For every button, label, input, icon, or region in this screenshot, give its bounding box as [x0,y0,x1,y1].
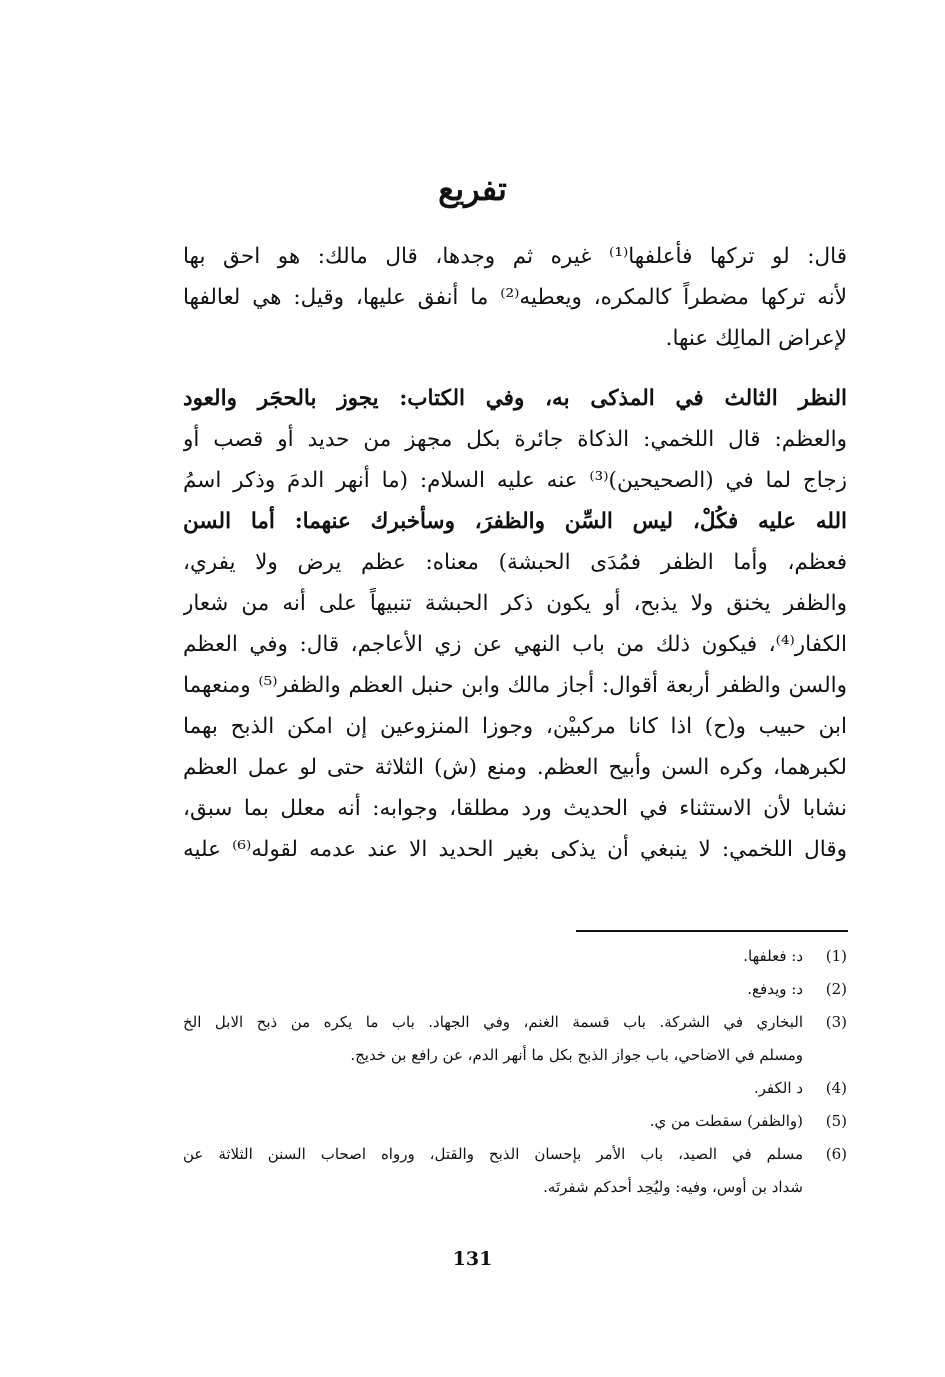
paragraph-1 [183,236,847,359]
text-line: قال: لو تركها فأعلفها⁽¹⁾ غيره ثم وجدها، قال مالك: هو احق بها [183,244,847,269]
text-line: ابن حبيب و(ح) اذا كانا مركبيْن، وجوزا المنزوعين إن امكن الذبح بهما [183,714,847,739]
text-line: نشابا لأن الاستثناء في الحديث ورد مطلقا، وجوابه: أنه معلل بما سبق، [183,796,847,821]
text-line: الله عليه فكُلْ، ليس السِّن والظفرَ، وسأخبرك عنهما: أما السن [183,509,847,534]
footnote-text: ومسلم في الاضاحي، باب جواز الذبح بكل ما أنهر الدم، عن رافع بن خديج. [350,1046,803,1064]
footnote-number: (6) [825,1145,847,1163]
footnote-text: د الكفر. [753,1079,803,1097]
paragraph-2 [183,378,847,870]
footnote [183,1072,847,1105]
text-line: والعظم: قال اللخمي: الذكاة جائرة بكل مجهز من حديد أو قصب أو [183,427,847,452]
footnote-number: (5) [825,1112,847,1130]
page-number: 131 [452,1248,493,1270]
footnote [183,1105,847,1138]
text-line: وقال اللخمي: لا ينبغي أن يذكى بغير الحديد الا عند عدمه لقوله⁽⁶⁾ عليه [183,837,847,862]
text-line: فعظم، وأما الظفر فمُدَى الحبشة) معناه: عظم يرض ولا يفري، [183,550,847,575]
footnote [183,1006,847,1072]
footnote [183,940,847,973]
footnote-text: البخاري في الشركة. باب قسمة الغنم، وفي الجهاد. باب ما يكره من ذبح الابل الخ [183,1013,803,1031]
text-line: والسن والظفر أربعة أقوال: أجاز مالك وابن حنبل العظم والظفر⁽⁵⁾ ومنعهما [183,673,847,698]
footnotes [183,940,847,1204]
text-line: والظفر يخنق ولا يذبح، أو يكون ذكر الحبشة تنبيهاً على أنه من شعار [183,591,847,616]
text-line: لأنه تركها مضطراً كالمكره، ويعطيه⁽²⁾ ما أنفق عليها، وقيل: هي لعالفها [183,285,847,310]
text-line: زجاج لما في (الصحيحين)⁽³⁾ عنه عليه السلام: (ما أنهر الدمَ وذكر اسمُ [183,468,847,493]
text-line: لكبرهما، وكره السن وأبيح العظم. ومنع (ش) الثلاثة حتى لو عمل العظم [183,755,847,780]
text-line: لإعراض المالِك عنها. [665,326,847,351]
footnote-number: (3) [825,1013,847,1031]
footnote-text: شداد بن أوس، وفيه: وليُحِد أحدكم شفرتَه. [543,1178,803,1196]
paragraph-gap [183,359,847,378]
footnote-text: د: فعلفها. [743,947,803,965]
page-title: تفريع [438,170,507,208]
text-line: الكفار⁽⁴⁾، فيكون ذلك من باب النهي عن زي الأعاجم، قال: وفي العظم [183,632,847,657]
footnote [183,973,847,1006]
footnote-number: (1) [825,947,847,965]
footnote-number: (2) [825,980,847,998]
text-line: النظر الثالث في المذكى به، وفي الكتاب: يجوز بالحجَر والعود [183,386,847,411]
footnote-text: مسلم في الصيد، باب الأمر بإحسان الذبح والقتل، ورواه اصحاب السنن الثلاثة عن [183,1145,803,1163]
footnote-number: (4) [825,1079,847,1097]
footnote-text: (والظفر) سقطت من ي. [649,1112,803,1130]
footnote-text: د: ويدفع. [747,980,803,998]
footnote [183,1138,847,1204]
main-text [183,236,847,870]
footnote-divider [576,930,848,932]
